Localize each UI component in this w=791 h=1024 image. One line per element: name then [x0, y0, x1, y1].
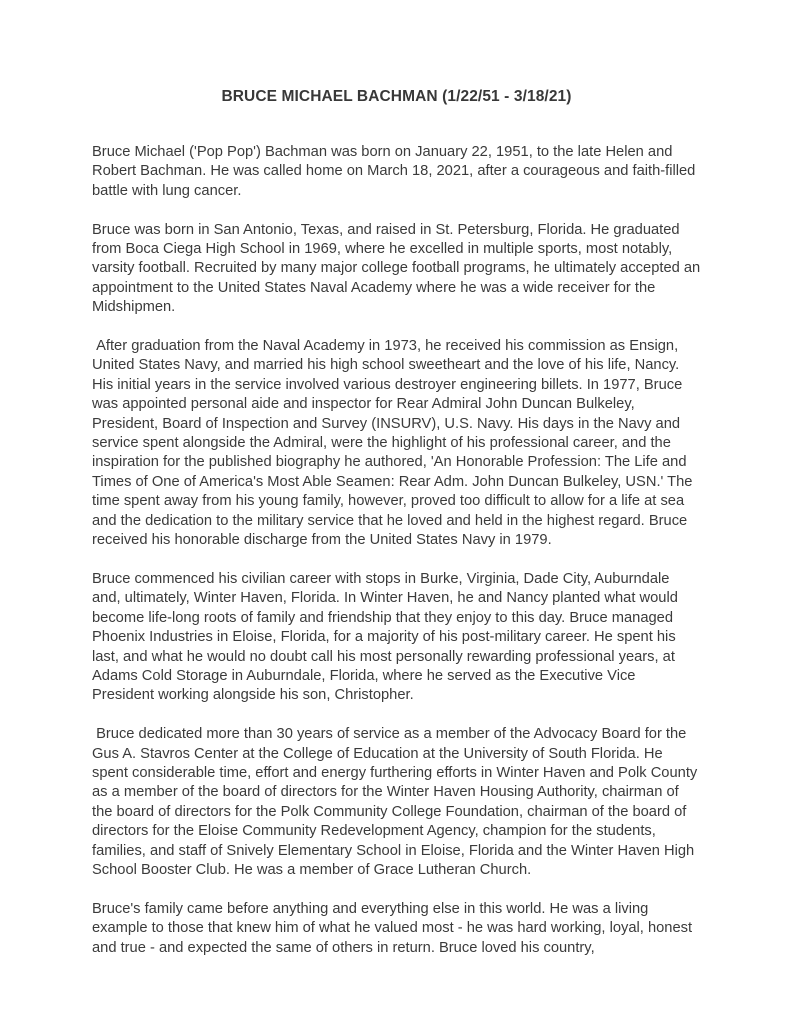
obituary-paragraph-birth: Bruce Michael ('Pop Pop') Bachman was born on January 22, 1951, to the late Helen and Robert Bachman. He was called home on March 18, 2021, after a courageous and faith-filled battle with lung cancer. — [92, 144, 700, 199]
obituary-paragraph-early-life: Bruce was born in San Antonio, Texas, and raised in St. Petersburg, Florida. He graduated from Boca Ciega High School in 1969, where he excelled in multiple sports, most notably, varsity football. Recruited by many major college football programs, he ultimately accepted an appointment to the United States Naval Academy where he was a wide receiver for the Midshipmen. — [92, 221, 705, 316]
obituary-paragraph-navy-career: After graduation from the Naval Academy in 1973, he received his commission as Ensign, United States Navy, and married his high school sweetheart and the love of his life, Nancy. His initial years in the service involved various destroyer engineering billets. In 1977, Bruce was appointed personal aide and inspector for Rear Admiral John Duncan Bulkeley, President, Board of Inspection and Survey (INSURV), U.S. Navy. His days in the Navy and service spent alongside the Admiral, were the highlight of his professional career, and the inspiration for the published biography he authored, 'An Honorable Profession: The Life and Times of One of America's Most Able Seamen: Rear Adm. John Duncan Bulkeley, USN.' The time spent away from his young family, however, proved too difficult to allow for a life at sea and the dedication to the military service that he loved and held in the highest regard. Bruce received his honorable discharge from the United States Navy in 1979. — [92, 338, 697, 549]
obituary-paragraph-family: Bruce's family came before anything and everything else in this world. He was a living example to those that knew him of what he valued most - he was hard working, loyal, honest and true - and expected the same of others in return. Bruce loved his country, — [92, 900, 697, 956]
obituary-paragraph-community-service: Bruce dedicated more than 30 years of service as a member of the Advocacy Board for the Gus A. Stavros Center at the College of Education at the University of South Florida. He spent considerable time, effort and energy furthering efforts in Winter Haven and Polk County as a member of the board of directors for the Winter Haven Housing Authority, chairman of the board of directors for the Polk Community College Foundation, chairman of the board of directors for the Eloise Community Redevelopment Agency, champion for the students, families, and staff of Snively Elementary School in Eloise, Florida and the Winter Haven High School Booster Club. He was a member of Grace Lutheran Church. — [92, 726, 702, 878]
obituary-paragraph-civilian-career: Bruce commenced his civilian career with stops in Burke, Virginia, Dade City, Auburndale and, ultimately, Winter Haven, Florida. In Winter Haven, he and Nancy planted what would become life-long roots of family and friendship that they enjoy to this day. Bruce managed Phoenix Industries in Eloise, Florida, for a majority of his post-military career. He spent his last, and what he would no doubt call his most personally rewarding professional years, at Adams Cold Storage in Auburndale, Florida, where he served as the Executive Vice President working alongside his son, Christopher. — [92, 570, 682, 704]
obituary-body — [92, 143, 705, 958]
obituary-title: BRUCE MICHAEL BACHMAN (1/22/51 - 3/18/21) — [221, 88, 572, 105]
